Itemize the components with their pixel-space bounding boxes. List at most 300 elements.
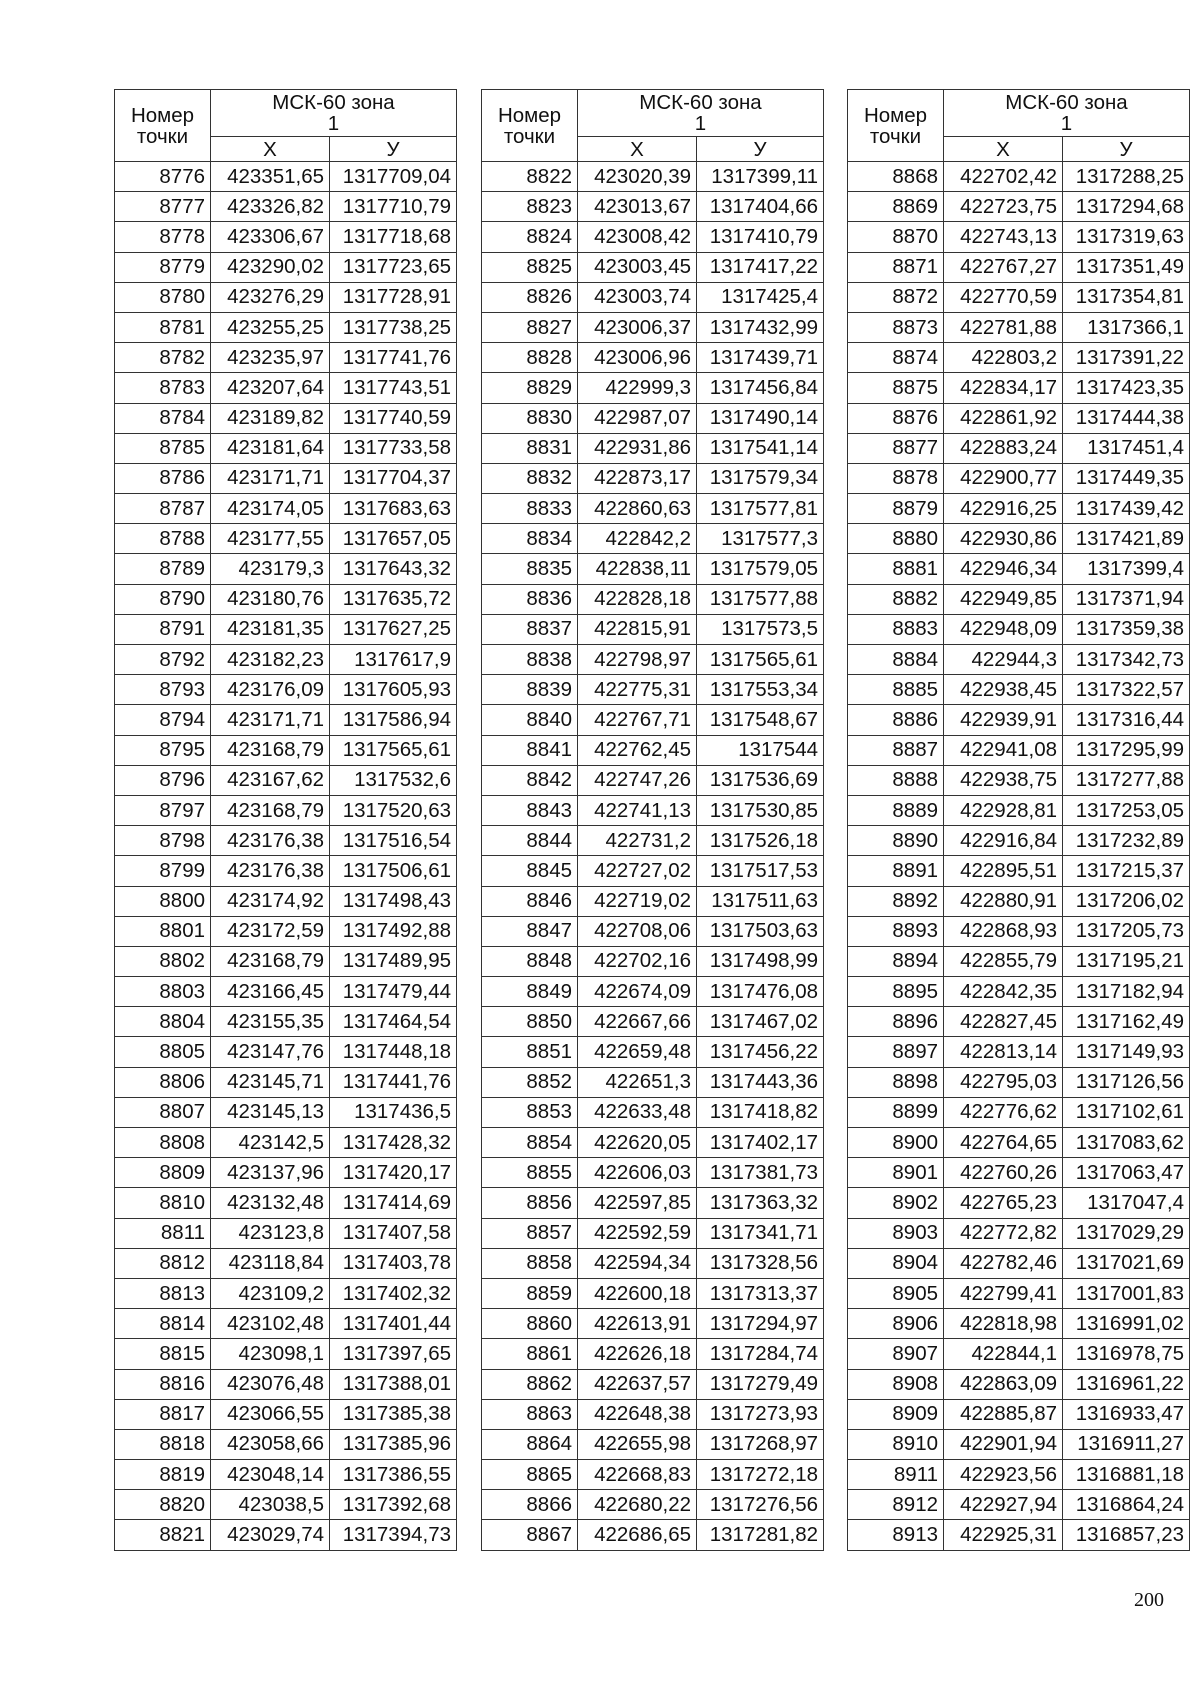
point-number-cell: 8778 (115, 222, 211, 252)
x-coordinate-cell: 422702,16 (578, 946, 697, 976)
x-coordinate-cell: 422708,06 (578, 916, 697, 946)
point-number-cell: 8848 (482, 946, 578, 976)
table-row (482, 1278, 824, 1308)
header-point-number: Номер точки (848, 90, 944, 162)
point-number-cell: 8776 (115, 162, 211, 192)
table-row (848, 1339, 1190, 1369)
table-row (848, 1278, 1190, 1308)
table-row (482, 1248, 824, 1278)
y-coordinate-cell: 1317021,69 (1063, 1248, 1190, 1278)
y-coordinate-cell: 1317063,47 (1063, 1158, 1190, 1188)
x-coordinate-cell: 423142,5 (211, 1128, 330, 1158)
x-coordinate-cell: 422667,66 (578, 1007, 697, 1037)
y-coordinate-cell: 1317397,65 (330, 1339, 457, 1369)
x-coordinate-cell: 422938,45 (944, 675, 1063, 705)
y-coordinate-cell: 1317102,61 (1063, 1097, 1190, 1127)
table-row (115, 1097, 457, 1127)
point-number-cell: 8878 (848, 463, 944, 493)
table-row (482, 433, 824, 463)
x-coordinate-cell: 423008,42 (578, 222, 697, 252)
y-coordinate-cell: 1317635,72 (330, 584, 457, 614)
y-coordinate-cell: 1316881,18 (1063, 1460, 1190, 1490)
y-coordinate-cell: 1317449,35 (1063, 463, 1190, 493)
point-number-cell: 8822 (482, 162, 578, 192)
x-coordinate-cell: 422795,03 (944, 1067, 1063, 1097)
point-number-cell: 8895 (848, 977, 944, 1007)
x-coordinate-cell: 422668,83 (578, 1460, 697, 1490)
point-number-cell: 8893 (848, 916, 944, 946)
x-coordinate-cell: 422723,75 (944, 192, 1063, 222)
x-coordinate-cell: 423006,96 (578, 343, 697, 373)
table-row (115, 1007, 457, 1037)
point-number-cell: 8887 (848, 735, 944, 765)
point-number-cell: 8886 (848, 705, 944, 735)
point-number-cell: 8872 (848, 282, 944, 312)
table-row (848, 252, 1190, 282)
table-row (848, 403, 1190, 433)
x-coordinate-cell: 422880,91 (944, 886, 1063, 916)
x-coordinate-cell: 423180,76 (211, 584, 330, 614)
x-coordinate-cell: 422648,38 (578, 1399, 697, 1429)
table-row (115, 675, 457, 705)
point-number-cell: 8880 (848, 524, 944, 554)
coordinate-table-3 (847, 89, 1190, 1551)
x-coordinate-cell: 422747,26 (578, 765, 697, 795)
x-coordinate-cell: 422842,35 (944, 977, 1063, 1007)
table-row (482, 463, 824, 493)
point-number-cell: 8885 (848, 675, 944, 705)
x-coordinate-cell: 423176,38 (211, 856, 330, 886)
point-number-cell: 8857 (482, 1218, 578, 1248)
y-coordinate-cell: 1317342,73 (1063, 645, 1190, 675)
point-number-cell: 8835 (482, 554, 578, 584)
table-row (115, 463, 457, 493)
table-row (848, 1158, 1190, 1188)
point-number-cell: 8777 (115, 192, 211, 222)
point-number-cell: 8907 (848, 1339, 944, 1369)
y-coordinate-cell: 1317476,08 (697, 977, 824, 1007)
point-number-cell: 8896 (848, 1007, 944, 1037)
point-number-cell: 8781 (115, 312, 211, 342)
x-coordinate-cell: 422861,92 (944, 403, 1063, 433)
header-coordinate-system: МСК-60 зона 1 (578, 90, 824, 137)
table-row (115, 1460, 457, 1490)
x-coordinate-cell: 423013,67 (578, 192, 697, 222)
table-row (482, 282, 824, 312)
y-coordinate-cell: 1317579,05 (697, 554, 824, 584)
table-row (848, 1460, 1190, 1490)
y-coordinate-cell: 1317294,68 (1063, 192, 1190, 222)
point-number-cell: 8836 (482, 584, 578, 614)
point-number-cell: 8794 (115, 705, 211, 735)
table-row (115, 705, 457, 735)
table-row (115, 645, 457, 675)
y-coordinate-cell: 1317741,76 (330, 343, 457, 373)
x-coordinate-cell: 422938,75 (944, 765, 1063, 795)
x-coordinate-cell: 422651,3 (578, 1067, 697, 1097)
x-coordinate-cell: 423118,84 (211, 1248, 330, 1278)
table-row (115, 1520, 457, 1550)
table-row (115, 1339, 457, 1369)
table-row (848, 1248, 1190, 1278)
x-coordinate-cell: 422767,71 (578, 705, 697, 735)
x-coordinate-cell: 422702,42 (944, 162, 1063, 192)
x-coordinate-cell: 422927,94 (944, 1490, 1063, 1520)
x-coordinate-cell: 422592,59 (578, 1218, 697, 1248)
table-row (848, 705, 1190, 735)
table-row (115, 1067, 457, 1097)
table-row (482, 222, 824, 252)
point-number-cell: 8912 (848, 1490, 944, 1520)
x-coordinate-cell: 422885,87 (944, 1399, 1063, 1429)
x-coordinate-cell: 422949,85 (944, 584, 1063, 614)
y-coordinate-cell: 1317723,65 (330, 252, 457, 282)
table-row (848, 1490, 1190, 1520)
header-coordinate-system: МСК-60 зона 1 (944, 90, 1190, 137)
y-coordinate-cell: 1317205,73 (1063, 916, 1190, 946)
point-number-cell: 8809 (115, 1158, 211, 1188)
point-number-cell: 8902 (848, 1188, 944, 1218)
table-row (482, 343, 824, 373)
x-coordinate-cell: 422944,3 (944, 645, 1063, 675)
table-row (848, 1309, 1190, 1339)
x-coordinate-cell: 423172,59 (211, 916, 330, 946)
x-coordinate-cell: 422916,84 (944, 826, 1063, 856)
point-number-cell: 8786 (115, 463, 211, 493)
y-coordinate-cell: 1317294,97 (697, 1309, 824, 1339)
x-coordinate-cell: 422764,65 (944, 1128, 1063, 1158)
point-number-cell: 8903 (848, 1218, 944, 1248)
x-coordinate-cell: 422863,09 (944, 1369, 1063, 1399)
point-number-cell: 8832 (482, 463, 578, 493)
x-coordinate-cell: 423076,48 (211, 1369, 330, 1399)
point-number-cell: 8830 (482, 403, 578, 433)
table-row (115, 1037, 457, 1067)
point-number-cell: 8819 (115, 1460, 211, 1490)
y-coordinate-cell: 1317276,56 (697, 1490, 824, 1520)
page-number: 200 (1134, 1589, 1164, 1611)
table-row (482, 1429, 824, 1459)
point-number-cell: 8898 (848, 1067, 944, 1097)
point-number-cell: 8870 (848, 222, 944, 252)
y-coordinate-cell: 1317277,88 (1063, 765, 1190, 795)
y-coordinate-cell: 1317444,38 (1063, 403, 1190, 433)
table-row (482, 1339, 824, 1369)
table-row (482, 1460, 824, 1490)
point-number-cell: 8847 (482, 916, 578, 946)
x-coordinate-cell: 423351,65 (211, 162, 330, 192)
x-coordinate-cell: 422781,88 (944, 312, 1063, 342)
y-coordinate-cell: 1317532,6 (330, 765, 457, 795)
y-coordinate-cell: 1317451,4 (1063, 433, 1190, 463)
y-coordinate-cell: 1317516,54 (330, 826, 457, 856)
x-coordinate-cell: 423166,45 (211, 977, 330, 1007)
point-number-cell: 8803 (115, 977, 211, 1007)
point-number-cell: 8783 (115, 373, 211, 403)
x-coordinate-cell: 422727,02 (578, 856, 697, 886)
x-coordinate-cell: 423177,55 (211, 524, 330, 554)
table-row (482, 312, 824, 342)
point-number-cell: 8823 (482, 192, 578, 222)
point-number-cell: 8801 (115, 916, 211, 946)
table-row (115, 614, 457, 644)
point-number-cell: 8882 (848, 584, 944, 614)
y-coordinate-cell: 1317402,32 (330, 1278, 457, 1308)
x-coordinate-cell: 422760,26 (944, 1158, 1063, 1188)
table-row (115, 1490, 457, 1520)
y-coordinate-cell: 1317740,59 (330, 403, 457, 433)
x-coordinate-cell: 422916,25 (944, 494, 1063, 524)
y-coordinate-cell: 1317403,78 (330, 1248, 457, 1278)
y-coordinate-cell: 1317215,37 (1063, 856, 1190, 886)
point-number-cell: 8825 (482, 252, 578, 282)
x-coordinate-cell: 422895,51 (944, 856, 1063, 886)
header-x: X (944, 137, 1063, 162)
table-row (482, 1067, 824, 1097)
table-row (848, 886, 1190, 916)
table-row (848, 192, 1190, 222)
x-coordinate-cell: 423020,39 (578, 162, 697, 192)
table-row (115, 1188, 457, 1218)
table-row (115, 222, 457, 252)
y-coordinate-cell: 1317371,94 (1063, 584, 1190, 614)
table-row (482, 1520, 824, 1550)
y-coordinate-cell: 1317479,44 (330, 977, 457, 1007)
y-coordinate-cell: 1317627,25 (330, 614, 457, 644)
point-number-cell: 8904 (848, 1248, 944, 1278)
x-coordinate-cell: 423174,05 (211, 494, 330, 524)
point-number-cell: 8820 (115, 1490, 211, 1520)
y-coordinate-cell: 1317029,29 (1063, 1218, 1190, 1248)
point-number-cell: 8881 (848, 554, 944, 584)
point-number-cell: 8888 (848, 765, 944, 795)
x-coordinate-cell: 423147,76 (211, 1037, 330, 1067)
table-row (848, 645, 1190, 675)
table-row (482, 373, 824, 403)
y-coordinate-cell: 1317577,3 (697, 524, 824, 554)
header-point-number: Номер точки (115, 90, 211, 162)
y-coordinate-cell: 1317467,02 (697, 1007, 824, 1037)
x-coordinate-cell: 422597,85 (578, 1188, 697, 1218)
y-coordinate-cell: 1317313,37 (697, 1278, 824, 1308)
table-row (848, 463, 1190, 493)
point-number-cell: 8889 (848, 795, 944, 825)
y-coordinate-cell: 1317605,93 (330, 675, 457, 705)
table-row (482, 1188, 824, 1218)
point-number-cell: 8853 (482, 1097, 578, 1127)
table-row (848, 1188, 1190, 1218)
table-row (482, 162, 824, 192)
x-coordinate-cell: 423058,66 (211, 1429, 330, 1459)
y-coordinate-cell: 1316978,75 (1063, 1339, 1190, 1369)
point-number-cell: 8876 (848, 403, 944, 433)
x-coordinate-cell: 423029,74 (211, 1520, 330, 1550)
y-coordinate-cell: 1317295,99 (1063, 735, 1190, 765)
point-number-cell: 8798 (115, 826, 211, 856)
table-row (848, 1067, 1190, 1097)
table-body (482, 162, 824, 1551)
table-row (848, 675, 1190, 705)
table-row (115, 1248, 457, 1278)
x-coordinate-cell: 422731,2 (578, 826, 697, 856)
table-row (115, 795, 457, 825)
y-coordinate-cell: 1317657,05 (330, 524, 457, 554)
y-coordinate-cell: 1317683,63 (330, 494, 457, 524)
table-row (482, 1037, 824, 1067)
x-coordinate-cell: 423276,29 (211, 282, 330, 312)
point-number-cell: 8833 (482, 494, 578, 524)
table-row (115, 946, 457, 976)
table-row (848, 946, 1190, 976)
table-row (482, 1490, 824, 1520)
y-coordinate-cell: 1317425,4 (697, 282, 824, 312)
table-row (115, 373, 457, 403)
table-row (115, 1218, 457, 1248)
point-number-cell: 8862 (482, 1369, 578, 1399)
point-number-cell: 8807 (115, 1097, 211, 1127)
header-y: У (330, 137, 457, 162)
x-coordinate-cell: 422818,98 (944, 1309, 1063, 1339)
x-coordinate-cell: 423038,5 (211, 1490, 330, 1520)
y-coordinate-cell: 1316961,22 (1063, 1369, 1190, 1399)
x-coordinate-cell: 422765,23 (944, 1188, 1063, 1218)
x-coordinate-cell: 422782,46 (944, 1248, 1063, 1278)
table-row (115, 1429, 457, 1459)
x-coordinate-cell: 423003,45 (578, 252, 697, 282)
coordinate-table-1 (114, 89, 457, 1551)
point-number-cell: 8814 (115, 1309, 211, 1339)
x-coordinate-cell: 423155,35 (211, 1007, 330, 1037)
x-coordinate-cell: 422828,18 (578, 584, 697, 614)
x-coordinate-cell: 422770,59 (944, 282, 1063, 312)
y-coordinate-cell: 1317439,42 (1063, 494, 1190, 524)
x-coordinate-cell: 422815,91 (578, 614, 697, 644)
y-coordinate-cell: 1317162,49 (1063, 1007, 1190, 1037)
x-coordinate-cell: 423174,92 (211, 886, 330, 916)
x-coordinate-cell: 422838,11 (578, 554, 697, 584)
point-number-cell: 8816 (115, 1369, 211, 1399)
y-coordinate-cell: 1317553,34 (697, 675, 824, 705)
point-number-cell: 8837 (482, 614, 578, 644)
point-number-cell: 8802 (115, 946, 211, 976)
y-coordinate-cell: 1317232,89 (1063, 826, 1190, 856)
table-row (848, 162, 1190, 192)
y-coordinate-cell: 1317328,56 (697, 1248, 824, 1278)
y-coordinate-cell: 1317351,49 (1063, 252, 1190, 282)
point-number-cell: 8827 (482, 312, 578, 342)
point-number-cell: 8805 (115, 1037, 211, 1067)
table-row (482, 494, 824, 524)
x-coordinate-cell: 423181,64 (211, 433, 330, 463)
x-coordinate-cell: 423290,02 (211, 252, 330, 282)
y-coordinate-cell: 1317436,5 (330, 1097, 457, 1127)
x-coordinate-cell: 423181,35 (211, 614, 330, 644)
x-coordinate-cell: 422923,56 (944, 1460, 1063, 1490)
point-number-cell: 8797 (115, 795, 211, 825)
table-row (848, 916, 1190, 946)
point-number-cell: 8851 (482, 1037, 578, 1067)
point-number-cell: 8799 (115, 856, 211, 886)
x-coordinate-cell: 422834,17 (944, 373, 1063, 403)
point-number-cell: 8808 (115, 1128, 211, 1158)
point-number-cell: 8788 (115, 524, 211, 554)
x-coordinate-cell: 423006,37 (578, 312, 697, 342)
y-coordinate-cell: 1317503,63 (697, 916, 824, 946)
point-number-cell: 8856 (482, 1188, 578, 1218)
x-coordinate-cell: 423168,79 (211, 946, 330, 976)
point-number-cell: 8859 (482, 1278, 578, 1308)
table-row (115, 494, 457, 524)
x-coordinate-cell: 423066,55 (211, 1399, 330, 1429)
point-number-cell: 8894 (848, 946, 944, 976)
y-coordinate-cell: 1317492,88 (330, 916, 457, 946)
y-coordinate-cell: 1317273,93 (697, 1399, 824, 1429)
x-coordinate-cell: 423167,62 (211, 765, 330, 795)
x-coordinate-cell: 423168,79 (211, 735, 330, 765)
table-row (115, 1309, 457, 1339)
point-number-cell: 8869 (848, 192, 944, 222)
x-coordinate-cell: 422900,77 (944, 463, 1063, 493)
y-coordinate-cell: 1317643,32 (330, 554, 457, 584)
x-coordinate-cell: 422686,65 (578, 1520, 697, 1550)
y-coordinate-cell: 1317402,17 (697, 1128, 824, 1158)
y-coordinate-cell: 1317149,93 (1063, 1037, 1190, 1067)
point-number-cell: 8845 (482, 856, 578, 886)
x-coordinate-cell: 422637,57 (578, 1369, 697, 1399)
table-row (482, 1399, 824, 1429)
x-coordinate-cell: 422941,08 (944, 735, 1063, 765)
y-coordinate-cell: 1317617,9 (330, 645, 457, 675)
table-body (115, 162, 457, 1551)
x-coordinate-cell: 422842,2 (578, 524, 697, 554)
y-coordinate-cell: 1317001,83 (1063, 1278, 1190, 1308)
header-point-number: Номер точки (482, 90, 578, 162)
y-coordinate-cell: 1317385,38 (330, 1399, 457, 1429)
x-coordinate-cell: 423048,14 (211, 1460, 330, 1490)
y-coordinate-cell: 1317206,02 (1063, 886, 1190, 916)
x-coordinate-cell: 422855,79 (944, 946, 1063, 976)
x-coordinate-cell: 422775,31 (578, 675, 697, 705)
y-coordinate-cell: 1317498,43 (330, 886, 457, 916)
y-coordinate-cell: 1317322,57 (1063, 675, 1190, 705)
x-coordinate-cell: 422772,82 (944, 1218, 1063, 1248)
x-coordinate-cell: 422803,2 (944, 343, 1063, 373)
y-coordinate-cell: 1317417,22 (697, 252, 824, 282)
x-coordinate-cell: 422928,81 (944, 795, 1063, 825)
y-coordinate-cell: 1317391,22 (1063, 343, 1190, 373)
table-row (848, 584, 1190, 614)
y-coordinate-cell: 1317404,66 (697, 192, 824, 222)
table-row (482, 856, 824, 886)
table-row (482, 1007, 824, 1037)
table-row (115, 1369, 457, 1399)
y-coordinate-cell: 1317272,18 (697, 1460, 824, 1490)
y-coordinate-cell: 1317432,99 (697, 312, 824, 342)
table-row (482, 524, 824, 554)
x-coordinate-cell: 422767,27 (944, 252, 1063, 282)
table-row (848, 1007, 1190, 1037)
table-row (848, 433, 1190, 463)
x-coordinate-cell: 422931,86 (578, 433, 697, 463)
x-coordinate-cell: 422999,3 (578, 373, 697, 403)
y-coordinate-cell: 1317517,53 (697, 856, 824, 886)
point-number-cell: 8791 (115, 614, 211, 644)
y-coordinate-cell: 1317743,51 (330, 373, 457, 403)
x-coordinate-cell: 422827,45 (944, 1007, 1063, 1037)
y-coordinate-cell: 1317710,79 (330, 192, 457, 222)
point-number-cell: 8909 (848, 1399, 944, 1429)
x-coordinate-cell: 422987,07 (578, 403, 697, 433)
